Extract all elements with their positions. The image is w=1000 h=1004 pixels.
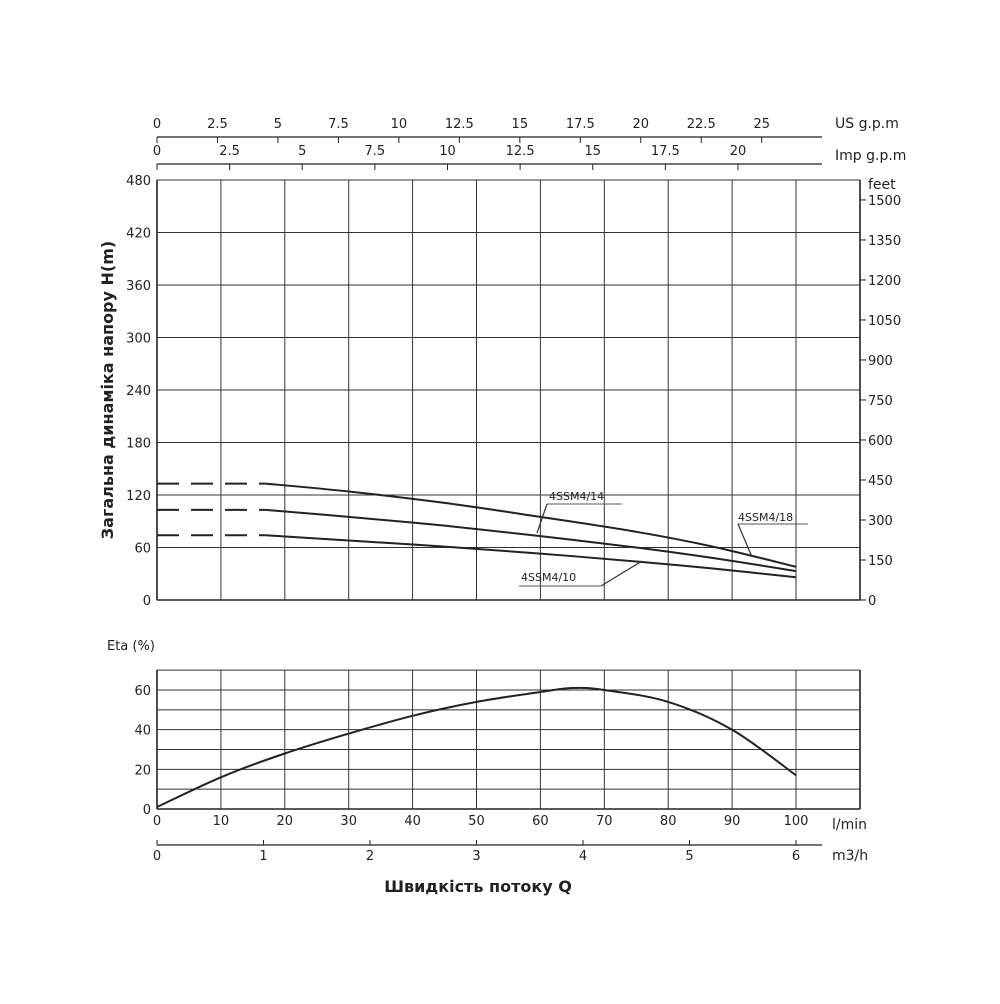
lmin-tick-label: 100 — [783, 814, 809, 829]
lmin-tick-label: 70 — [596, 814, 613, 829]
m3h-tick-label: 3 — [472, 849, 481, 864]
lmin-unit-label: l/min — [832, 817, 868, 833]
feet-tick-label: 750 — [868, 393, 893, 409]
m3h-tick-label: 2 — [365, 849, 375, 864]
imp-gpm-tick-label: 10 — [439, 144, 456, 159]
feet-tick-label: 900 — [868, 353, 893, 369]
curve-4ssm4-18 — [266, 484, 796, 567]
head-y-tick-label: 300 — [126, 331, 151, 347]
m3h-tick-label: 0 — [152, 849, 162, 864]
head-y-axis-title: Загальна динаміка напору H(m) — [98, 240, 117, 540]
feet-tick-label: 1500 — [868, 193, 902, 209]
head-y-tick-label: 180 — [126, 436, 151, 452]
us-gpm-tick-label: 17.5 — [565, 117, 595, 132]
lmin-tick-label: 80 — [659, 814, 677, 829]
feet-tick-label: 1350 — [868, 233, 902, 249]
us-gpm-tick-label: 12.5 — [444, 117, 474, 132]
flow-axis-title: Швидкість потоку Q — [384, 877, 572, 896]
m3h-tick-label: 4 — [578, 849, 588, 864]
lmin-tick-label: 30 — [340, 814, 357, 829]
imp-gpm-tick-label: 15 — [584, 144, 602, 159]
head-y-tick-label: 420 — [126, 226, 151, 242]
curve-label-4ssm4-10: 4SSM4/10 — [521, 571, 577, 584]
eta-y-tick-label: 60 — [134, 684, 151, 699]
us-gpm-tick-label: 10 — [390, 117, 408, 132]
us-gpm-tick-label: 7.5 — [328, 117, 349, 132]
us-gpm-tick-label: 2.5 — [207, 117, 228, 132]
feet-tick-label: 150 — [868, 553, 893, 569]
feet-tick-label: 1050 — [868, 313, 902, 329]
us-gpm-unit-label: US g.p.m — [835, 116, 899, 132]
lmin-tick-label: 10 — [212, 814, 230, 829]
head-y-tick-label: 480 — [126, 174, 151, 189]
us-gpm-tick-label: 0 — [152, 117, 162, 132]
eta-y-axis-title: Eta (%) — [107, 639, 155, 654]
imp-gpm-tick-label: 20 — [729, 144, 747, 159]
imp-gpm-tick-label: 0 — [152, 144, 162, 159]
feet-tick-label: 0 — [868, 594, 877, 609]
lmin-tick-label: 60 — [532, 814, 549, 829]
lmin-tick-label: 0 — [152, 814, 162, 829]
imp-gpm-unit-label: Imp g.p.m — [835, 148, 907, 164]
curve-label-leader — [601, 561, 642, 586]
eta-y-tick-label: 40 — [134, 723, 151, 739]
head-y-tick-label: 120 — [126, 489, 151, 504]
eta-y-tick-label: 0 — [142, 803, 151, 818]
us-gpm-tick-label: 25 — [753, 117, 770, 132]
head-y-tick-label: 60 — [134, 541, 151, 557]
feet-unit-label: feet — [868, 177, 896, 193]
m3h-tick-label: 1 — [259, 849, 268, 864]
head-y-tick-label: 240 — [126, 384, 151, 399]
lmin-tick-label: 40 — [404, 814, 421, 829]
feet-tick-label: 300 — [868, 513, 893, 529]
curve-label-4ssm4-18: 4SSM4/18 — [738, 511, 794, 524]
eta-y-tick-label: 20 — [134, 763, 151, 779]
lmin-tick-label: 90 — [723, 814, 741, 829]
lmin-tick-label: 50 — [468, 814, 485, 829]
imp-gpm-tick-label: 17.5 — [650, 144, 680, 159]
imp-gpm-tick-label: 12.5 — [505, 144, 535, 159]
feet-tick-label: 1200 — [868, 273, 902, 289]
head-y-tick-label: 0 — [142, 594, 151, 609]
lmin-tick-label: 20 — [276, 814, 294, 829]
imp-gpm-tick-label: 5 — [298, 144, 307, 159]
imp-gpm-tick-label: 7.5 — [364, 144, 386, 159]
m3h-tick-label: 6 — [791, 849, 801, 864]
m3h-unit-label: m3/h — [832, 848, 869, 864]
us-gpm-tick-label: 20 — [632, 117, 650, 132]
feet-tick-label: 450 — [868, 473, 893, 489]
us-gpm-tick-label: 5 — [273, 117, 283, 132]
head-y-tick-label: 360 — [126, 279, 151, 294]
m3h-tick-label: 5 — [685, 849, 694, 864]
us-gpm-tick-label: 15 — [511, 117, 529, 132]
curve-label-4ssm4-14: 4SSM4/14 — [549, 490, 605, 503]
us-gpm-tick-label: 22.5 — [686, 117, 716, 132]
feet-tick-label: 600 — [868, 433, 893, 449]
imp-gpm-tick-label: 2.5 — [219, 144, 240, 159]
